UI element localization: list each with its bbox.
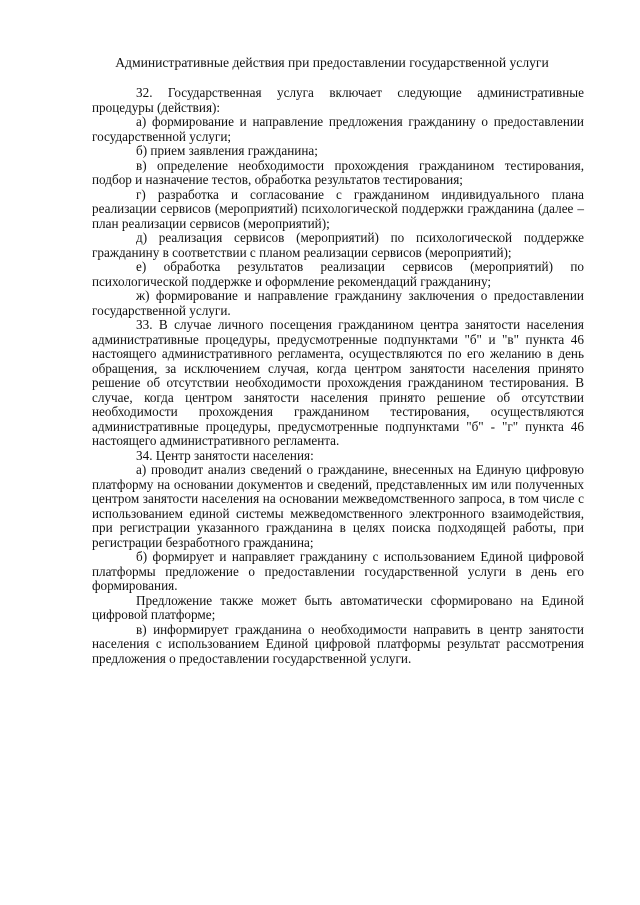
list-item-34-b: б) формирует и направляет гражданину с использованием Единой цифровой платформы предложение о предоставлении государственной услуги в день его формирования. [92,549,584,593]
section-title: Административные действия при предоставлении государственной услуги [115,55,549,70]
list-item-d: д) реализация сервисов (мероприятий) по психологической поддержке гражданину в соответствии с планом реализации сервисов (мероприятий); [92,230,584,260]
paragraph-32: 32. Государственная услуга включает следующие административные процедуры (действия): [92,85,584,115]
note-paragraph: Предложение также может быть автоматически сформировано на Единой цифровой платформе; [92,592,584,622]
list-item-e: е) обработка результатов реализации сервисов (мероприятий) по психологической поддержке и оформление рекомендаций гражданину; [92,259,584,289]
list-item-v: в) определение необходимости прохождения гражданином тестирования, подбор и назначение тестов, обработка результатов тестирования; [92,157,584,187]
paragraph-33: 33. В случае личного посещения гражданином центра занятости населения административные процедуры, предусмотренные подпунктами "б" и "в" пункта 46 настоящего административного регламента, осуществляются по его желанию в день обращения, за исключением случая, когда центром занятости населения принято решение об отсутствии необходимости прохождения гражданином тестирования. В случае, когда центром занятости населения принято решение об отсутствии необходимости прохождения гражданином тестирования, осуществляются административные процедуры, предусмотренные подпунктами "б" - "г" пункта 46 настоящего административного регламента. [92,317,584,448]
list-item-34-a: а) проводит анализ сведений о гражданине, внесенных на Единую цифровую платформу на основании документов и сведений, представленных им или полученных центром занятости населения на основании межведомственного запроса, в том числе с использованием единой системы межведомственного электронного взаимодействия, при регистрации указанного гражданина в целях поиска подходящей работы, при регистрации безработного гражданина; [92,462,584,550]
list-item-a: а) формирование и направление предложения гражданину о предоставлении государственной услуги; [92,114,584,144]
list-item-b: б) прием заявления гражданина; [136,143,318,158]
document-body [92,86,584,666]
list-item-zh: ж) формирование и направление гражданину заключения о предоставлении государственной услуги. [92,288,584,318]
list-item-34-v: в) информирует гражданина о необходимости направить в центр занятости населения с использованием Единой цифровой платформы результат рассмотрения предложения о предоставлении государственной услуги. [92,621,584,666]
list-item-g: г) разработка и согласование с гражданином индивидуального плана реализации сервисов (мероприятий) психологической поддержки гражданина (далее – план реализации сервисов (мероприятий); [92,186,584,231]
paragraph-34: 34. Центр занятости населения: [136,447,314,463]
